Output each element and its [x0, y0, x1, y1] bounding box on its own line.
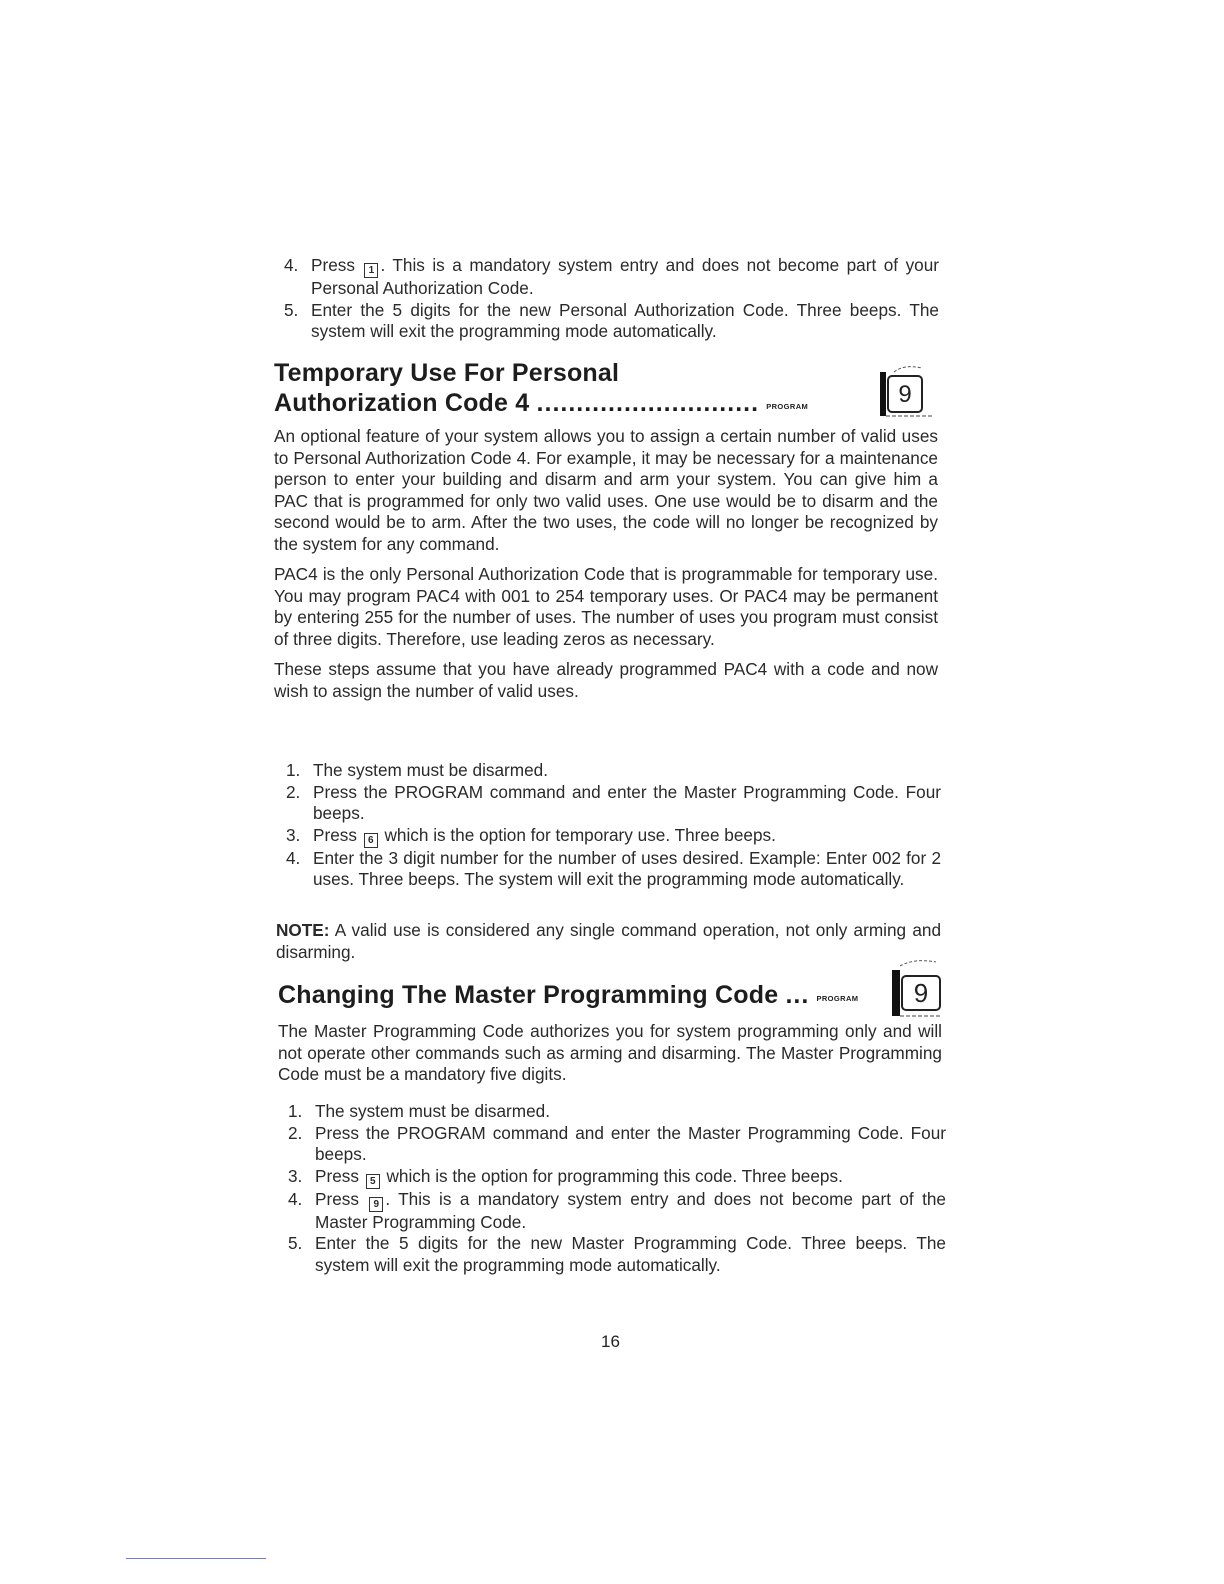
step-text: Press the PROGRAM command and enter the Master Programming Code. Four beeps. — [313, 781, 941, 823]
section-title-text: Authorization Code 4 — [274, 389, 530, 417]
section-title-text: Changing The Master Programming Code — [278, 981, 779, 1009]
step-text-pre: Press — [315, 1165, 359, 1186]
section1-steps — [276, 760, 941, 891]
program-key-9-icon — [874, 362, 938, 420]
step-text-pre: Press — [315, 1188, 359, 1209]
keypad-key-icon: 6 — [364, 833, 378, 848]
program-label: PROGRAM — [816, 994, 859, 1003]
step-text: Enter the 5 digits for the new Personal Authorization Code. Three beeps. The system will exit the programming mode automatically. — [311, 299, 939, 341]
program-key-9-icon — [886, 956, 948, 1020]
step-number: 4. — [284, 255, 299, 275]
step-number: 4. — [288, 1188, 303, 1209]
footer-rule — [126, 1558, 266, 1559]
note-paragraph — [276, 920, 941, 963]
step-text-post: which is the option for programming this code. Three beeps. — [386, 1165, 843, 1186]
keypad-key-icon: 5 — [366, 1174, 380, 1189]
intro-steps — [274, 255, 939, 343]
step-text-post: . This is a mandatory system entry and does not become part of your Personal Authorization Code. — [311, 255, 939, 298]
section-title-line2 — [274, 389, 808, 421]
note-label: NOTE: — [276, 920, 330, 940]
step-number: 2. — [286, 781, 301, 802]
list-item — [278, 1189, 946, 1234]
note-text: A valid use is considered any single command operation, not only arming and disarming. — [276, 920, 942, 962]
section2-body — [278, 1021, 942, 1086]
paragraph: PAC4 is the only Personal Authorization Code that is programmable for temporary use. You may program PAC4 with 001 to 254 temporary uses. Or PAC4 may be permanent by entering 255 for the number of uses. The number of uses you program must consist of three digits. Therefore, use leading zeros as necessary. — [274, 564, 938, 649]
step-number: 3. — [286, 824, 301, 845]
section-title-line1: Temporary Use For Personal — [274, 359, 620, 387]
section1-body — [274, 426, 938, 702]
list-item — [274, 255, 939, 300]
step-number: 3. — [288, 1165, 303, 1186]
section2-steps — [278, 1101, 946, 1276]
step-number: 4. — [286, 847, 301, 868]
list-item — [278, 1233, 946, 1276]
list-item — [276, 848, 941, 891]
step-number: 1. — [286, 760, 301, 780]
paragraph: The Master Programming Code authorizes you for system programming only and will not operate other commands such as arming and disarming. The Master Programming Code must be a mandatory five digits. — [278, 1021, 942, 1084]
list-item — [276, 760, 941, 782]
step-text-post: . This is a mandatory system entry and does not become part of the Master Programming Code. — [315, 1188, 946, 1232]
dot-leader: ............................ — [536, 389, 760, 417]
step-text: The system must be disarmed. — [313, 760, 548, 780]
step-text: Enter the 3 digit number for the number of uses desired. Example: Enter 002 for 2 uses. Three beeps. The system will exit the programming mode automatically. — [313, 847, 941, 889]
program-key-digit: 9 — [913, 978, 929, 1008]
list-item — [278, 1123, 946, 1166]
list-item — [274, 300, 939, 343]
step-text-pre: Press — [313, 824, 357, 845]
step-text: Enter the 5 digits for the new Master Programming Code. Three beeps. The system will exit the programming mode automatically. — [315, 1233, 946, 1275]
step-number: 2. — [288, 1122, 303, 1143]
page-number: 16 — [601, 1332, 620, 1351]
step-number: 1. — [288, 1101, 303, 1121]
list-item — [278, 1166, 946, 1189]
paragraph: These steps assume that you have already programmed PAC4 with a code and now wish to assign the number of valid uses. — [274, 659, 938, 701]
list-item — [278, 1101, 946, 1123]
step-text-pre: Press — [311, 255, 355, 275]
list-item — [276, 825, 941, 848]
section2-title — [278, 981, 858, 1013]
keypad-key-icon: 9 — [369, 1197, 383, 1212]
paragraph: An optional feature of your system allows you to assign a certain number of valid uses to Personal Authorization Code 4. For example, it may be necessary for a maintenance person to enter your building and disarm and arm your system. You can give him a PAC that is programmed for only two valid uses. One use would be to disarm and the second would be to arm. After the two uses, the code will no longer be recognized by the system for any command. — [274, 426, 938, 554]
step-number: 5. — [288, 1233, 303, 1253]
list-item — [276, 782, 941, 825]
step-number: 5. — [284, 299, 299, 320]
keypad-key-icon: 1 — [364, 263, 378, 278]
step-text: Press the PROGRAM command and enter the Master Programming Code. Four beeps. — [315, 1122, 946, 1164]
step-text-post: which is the option for temporary use. Three beeps. — [384, 824, 776, 845]
program-label: PROGRAM — [766, 402, 809, 411]
program-key-digit: 9 — [898, 381, 912, 408]
note — [276, 920, 941, 963]
dot-leader: ... — [785, 981, 810, 1009]
step-text: The system must be disarmed. — [315, 1101, 550, 1121]
